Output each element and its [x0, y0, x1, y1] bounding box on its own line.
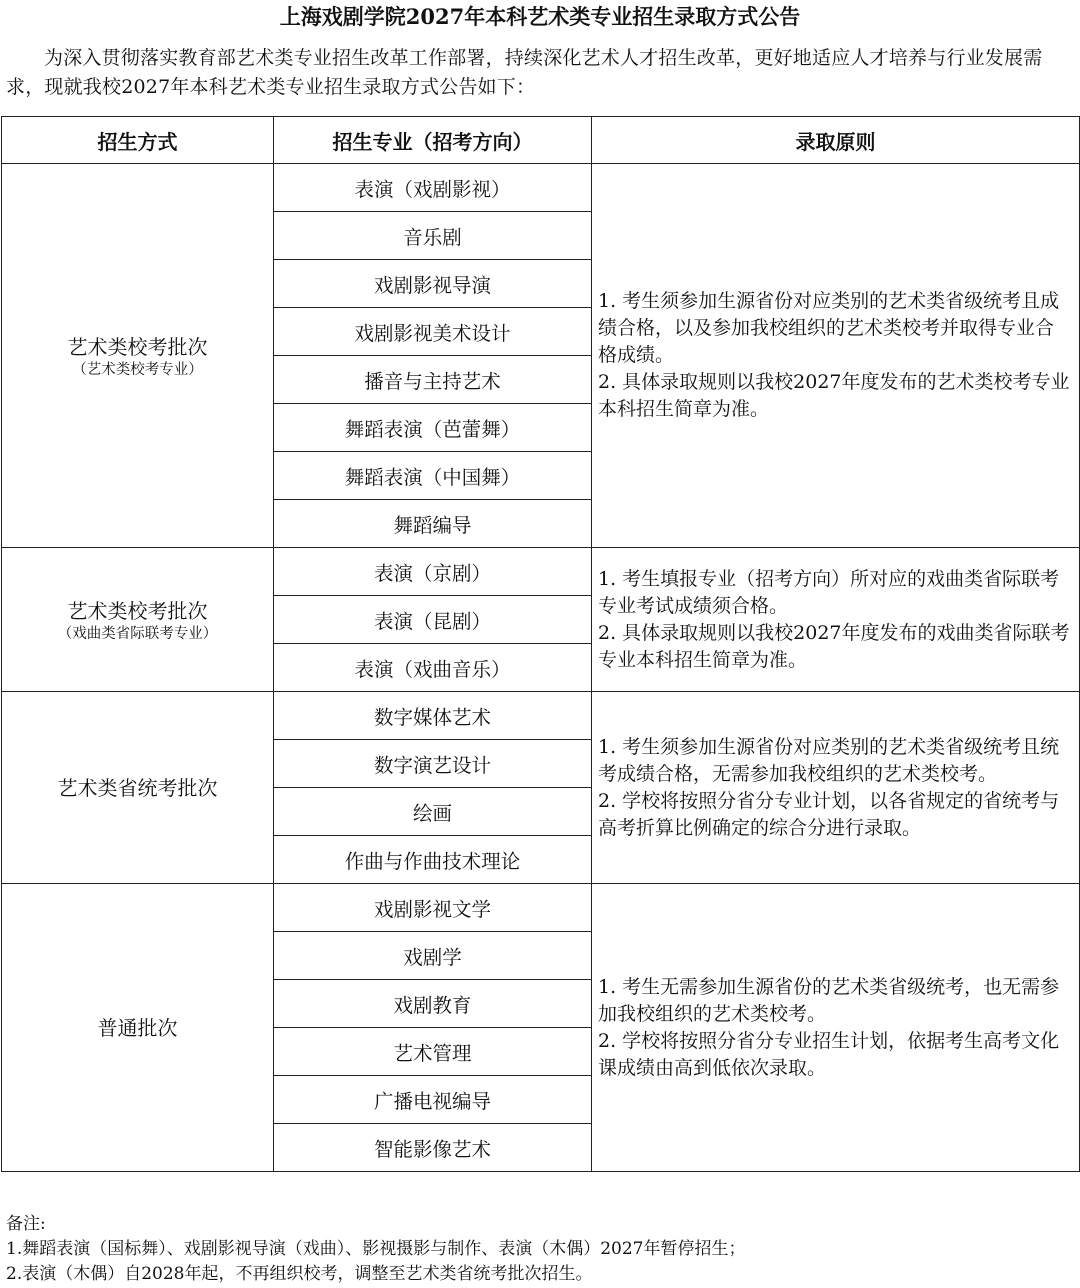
rule-text: 1. 考生无需参加生源省份的艺术类省级统考，也无需参加我校组织的艺术类校考。 [598, 975, 1060, 1025]
rule-cell [592, 164, 1080, 548]
admission-table [1, 116, 1080, 1172]
note-item: 1.舞蹈表演（国标舞）、戏剧影视导演（戏曲）、影视摄影与制作、表演（木偶）2027年暂停招生； [6, 1239, 746, 1259]
method-label: 艺术类校考批次 [67, 334, 208, 359]
major-cell: 表演（京剧） [274, 548, 592, 596]
major-cell: 舞蹈表演（芭蕾舞） [274, 404, 592, 452]
method-label: 普通批次 [97, 1015, 178, 1040]
table-row [2, 692, 1080, 740]
major-cell: 表演（昆剧） [274, 596, 592, 644]
table-row [2, 548, 1080, 596]
rule-cell [592, 548, 1080, 692]
major-cell: 数字演艺设计 [274, 740, 592, 788]
note-item: 2.表演（木偶）自2028年起，不再组织校考，调整至艺术类省统考批次招生。 [6, 1264, 593, 1284]
major-cell: 舞蹈编导 [274, 500, 592, 548]
major-cell: 戏剧影视美术设计 [274, 308, 592, 356]
major-cell: 表演（戏剧影视） [274, 164, 592, 212]
major-cell: 戏剧影视导演 [274, 260, 592, 308]
rule-text: 1. 考生须参加生源省份对应类别的艺术类省级统考且统考成绩合格，无需参加我校组织的艺术类校考。 [598, 735, 1060, 785]
major-cell: 戏剧学 [274, 932, 592, 980]
major-cell: 戏剧教育 [274, 980, 592, 1028]
major-cell: 艺术管理 [274, 1028, 592, 1076]
rule-cell [592, 692, 1080, 884]
intro-paragraph: 为深入贯彻落实教育部艺术类专业招生改革工作部署，持续深化艺术人才招生改革，更好地适应人才培养与行业发展需求，现就我校2027年本科艺术类专业招生录取方式公告如下： [6, 47, 1043, 98]
rule-text: 2. 具体录取规则以我校2027年度发布的艺术类校考专业本科招生简章为准。 [598, 371, 1070, 420]
major-cell: 播音与主持艺术 [274, 356, 592, 404]
method-label: 艺术类省统考批次 [57, 775, 218, 800]
major-cell: 舞蹈表演（中国舞） [274, 452, 592, 500]
rule-text: 2. 具体录取规则以我校2027年度发布的戏曲类省际联考专业本科招生简章为准。 [598, 621, 1070, 671]
header-rule: 录取原则 [592, 117, 1080, 164]
major-cell: 智能影像艺术 [274, 1124, 592, 1172]
major-cell: 音乐剧 [274, 212, 592, 260]
major-cell: 戏剧影视文学 [274, 884, 592, 932]
notes-section [6, 1212, 1074, 1287]
rule-text: 1. 考生填报专业（招考方向）所对应的戏曲类省际联考专业考试成绩须合格。 [598, 567, 1060, 617]
method-cell [2, 884, 274, 1172]
header-major: 招生专业（招考方向） [274, 117, 592, 164]
major-cell: 作曲与作曲技术理论 [274, 836, 592, 884]
table-row [2, 164, 1080, 212]
method-label: 艺术类校考批次 [67, 598, 208, 623]
major-cell: 广播电视编导 [274, 1076, 592, 1124]
method-cell [2, 692, 274, 884]
major-cell: 表演（戏曲音乐） [274, 644, 592, 692]
method-cell [2, 164, 274, 548]
method-sublabel: （艺术类校考专业） [72, 361, 203, 378]
method-cell [2, 548, 274, 692]
notes-label: 备注: [6, 1214, 46, 1234]
header-method: 招生方式 [2, 117, 274, 164]
table-row [2, 884, 1080, 932]
rule-cell [592, 884, 1080, 1172]
major-cell: 数字媒体艺术 [274, 692, 592, 740]
rule-text: 1. 考生须参加生源省份对应类别的艺术类省级统考且成绩合格，以及参加我校组织的艺术类校考并取得专业合格成绩。 [598, 290, 1060, 366]
rule-text: 2. 学校将按照分省分专业计划，以各省规定的省统考与高考折算比例确定的综合分进行录取。 [598, 789, 1060, 839]
rule-text: 2. 学校将按照分省分专业招生计划，依据考生高考文化课成绩由高到低依次录取。 [598, 1029, 1060, 1079]
method-sublabel: （戏曲类省际联考专业） [57, 625, 218, 642]
major-cell: 绘画 [274, 788, 592, 836]
table-header-row [2, 117, 1080, 164]
page-title: 上海戏剧学院2027年本科艺术类专业招生录取方式公告 [279, 4, 801, 29]
